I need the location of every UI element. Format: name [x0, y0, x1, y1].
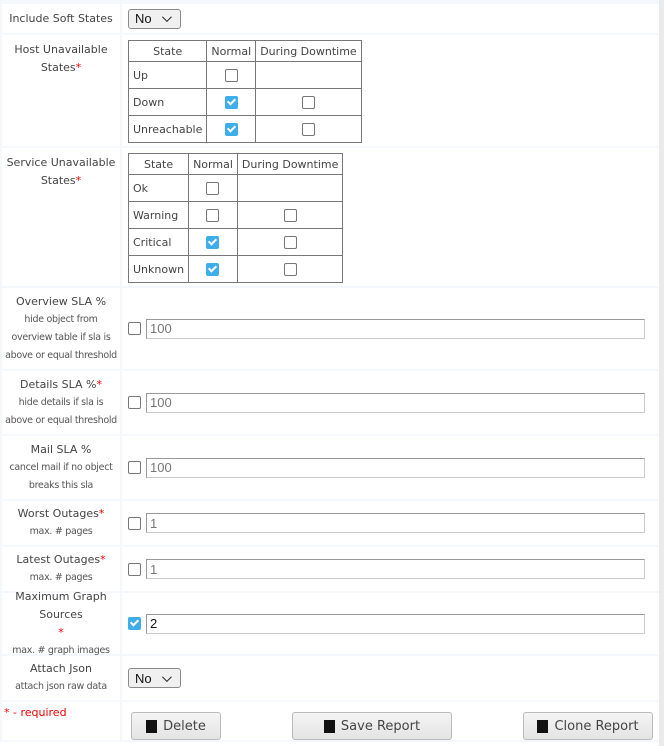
service-critical-normal-checkbox[interactable]: [206, 236, 219, 249]
host-unreachable-normal-checkbox[interactable]: [225, 123, 238, 136]
chevron-down-icon: [162, 672, 172, 682]
trash-icon: [146, 720, 157, 733]
row-attach-json: Attach Json attach json raw data No: [0, 656, 659, 702]
latest-outages-input[interactable]: 1: [146, 559, 645, 579]
delete-button[interactable]: Delete: [131, 712, 221, 740]
max-graph-sources-checkbox[interactable]: [128, 617, 141, 630]
save-icon: [324, 720, 335, 733]
worst-outages-input[interactable]: 1: [146, 513, 645, 533]
row-service-states: [0, 148, 659, 288]
row-details-sla: Details SLA %* hide details if sla is above or equal threshold 100: [0, 371, 659, 436]
attach-json-select[interactable]: No: [128, 668, 181, 688]
service-unknown-normal-checkbox[interactable]: [206, 263, 219, 276]
required-note: * - required: [2, 702, 120, 740]
service-unknown-downtime-checkbox[interactable]: [284, 263, 297, 276]
overview-sla-checkbox[interactable]: [128, 322, 141, 335]
details-sla-input[interactable]: 100: [146, 393, 645, 413]
row-overview-sla: Overview SLA % hide object from overview table if sla is above or equal threshold 100: [0, 288, 659, 371]
row-latest-outages: Latest Outages* max. # pages 1: [0, 547, 659, 593]
max-graph-sources-input[interactable]: 2: [146, 614, 645, 634]
service-warning-normal-checkbox[interactable]: [206, 209, 219, 222]
service-states-table: State Normal During Downtime Ok Warning Critical Unknown: [128, 153, 343, 283]
label-host-states: Host Unavailable States*: [2, 35, 120, 146]
mail-sla-input[interactable]: 100: [146, 458, 645, 478]
service-critical-downtime-checkbox[interactable]: [284, 236, 297, 249]
include-soft-states-select[interactable]: No: [128, 9, 181, 29]
scrollbar-track[interactable]: [659, 0, 664, 746]
row-host-states: [0, 35, 659, 148]
host-up-normal-checkbox[interactable]: [225, 69, 238, 82]
label-service-states: Service Unavailable States*: [2, 148, 120, 286]
file-icon: [537, 720, 548, 733]
details-sla-checkbox[interactable]: [128, 396, 141, 409]
row-worst-outages: Worst Outages* max. # pages 1: [0, 501, 659, 547]
host-down-downtime-checkbox[interactable]: [302, 96, 315, 109]
host-unreachable-downtime-checkbox[interactable]: [302, 123, 315, 136]
save-report-button[interactable]: Save Report: [292, 712, 452, 740]
row-mail-sla: Mail SLA % cancel mail if no object breaks this sla 100: [0, 436, 659, 501]
worst-outages-checkbox[interactable]: [128, 517, 141, 530]
mail-sla-checkbox[interactable]: [128, 461, 141, 474]
overview-sla-input[interactable]: 100: [146, 319, 645, 339]
host-down-normal-checkbox[interactable]: [225, 96, 238, 109]
host-states-table: State Normal During Downtime Up Down Unreachable: [128, 40, 362, 143]
chevron-down-icon: [162, 12, 172, 22]
row-include-soft-states: [0, 4, 659, 35]
latest-outages-checkbox[interactable]: [128, 563, 141, 576]
clone-report-button[interactable]: Clone Report: [523, 712, 653, 740]
row-max-graph-sources: Maximum Graph Sources * max. # graph images 2: [0, 593, 659, 656]
service-ok-normal-checkbox[interactable]: [206, 182, 219, 195]
service-warning-downtime-checkbox[interactable]: [284, 209, 297, 222]
label-include-soft-states: Include Soft States: [2, 4, 120, 33]
